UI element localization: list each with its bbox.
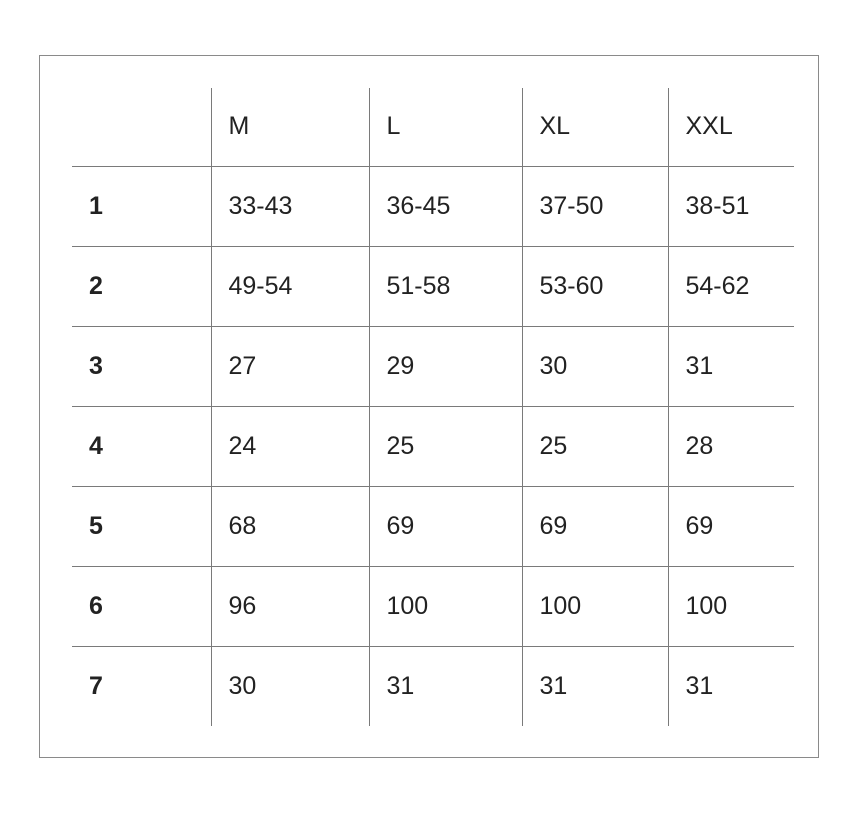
table-cell: 69 [668,486,794,566]
table-cell: 25 [369,406,522,486]
row-label: 6 [72,566,211,646]
table-cell: 36-45 [369,166,522,246]
table-row [72,166,794,246]
corner-cell [72,88,211,166]
table-cell: 28 [668,406,794,486]
column-header-xxl: XXL [668,88,794,166]
table-row [72,326,794,406]
table-cell: 69 [369,486,522,566]
table-cell: 37-50 [522,166,668,246]
table-cell: 31 [668,326,794,406]
table-cell: 30 [211,646,369,726]
table-cell: 31 [369,646,522,726]
table-cell: 69 [522,486,668,566]
column-header-xl: XL [522,88,668,166]
header-row [72,88,794,166]
table-cell: 33-43 [211,166,369,246]
table-cell: 96 [211,566,369,646]
table-cell: 30 [522,326,668,406]
row-label: 1 [72,166,211,246]
table-cell: 100 [668,566,794,646]
table-cell: 24 [211,406,369,486]
table-cell: 31 [668,646,794,726]
column-header-l: L [369,88,522,166]
table-cell: 31 [522,646,668,726]
table-cell: 38-51 [668,166,794,246]
row-label: 4 [72,406,211,486]
table-cell: 27 [211,326,369,406]
table-cell: 29 [369,326,522,406]
table-row [72,246,794,326]
row-label: 3 [72,326,211,406]
row-label: 5 [72,486,211,566]
table-cell: 49-54 [211,246,369,326]
row-label: 7 [72,646,211,726]
table-cell: 68 [211,486,369,566]
table-cell: 51-58 [369,246,522,326]
table-cell: 100 [369,566,522,646]
table-cell: 25 [522,406,668,486]
column-header-m: M [211,88,369,166]
table-row [72,566,794,646]
size-chart-table [72,88,794,726]
table-cell: 100 [522,566,668,646]
table-row [72,646,794,726]
table-cell: 53-60 [522,246,668,326]
table-row [72,486,794,566]
table-cell: 54-62 [668,246,794,326]
table-row [72,406,794,486]
row-label: 2 [72,246,211,326]
